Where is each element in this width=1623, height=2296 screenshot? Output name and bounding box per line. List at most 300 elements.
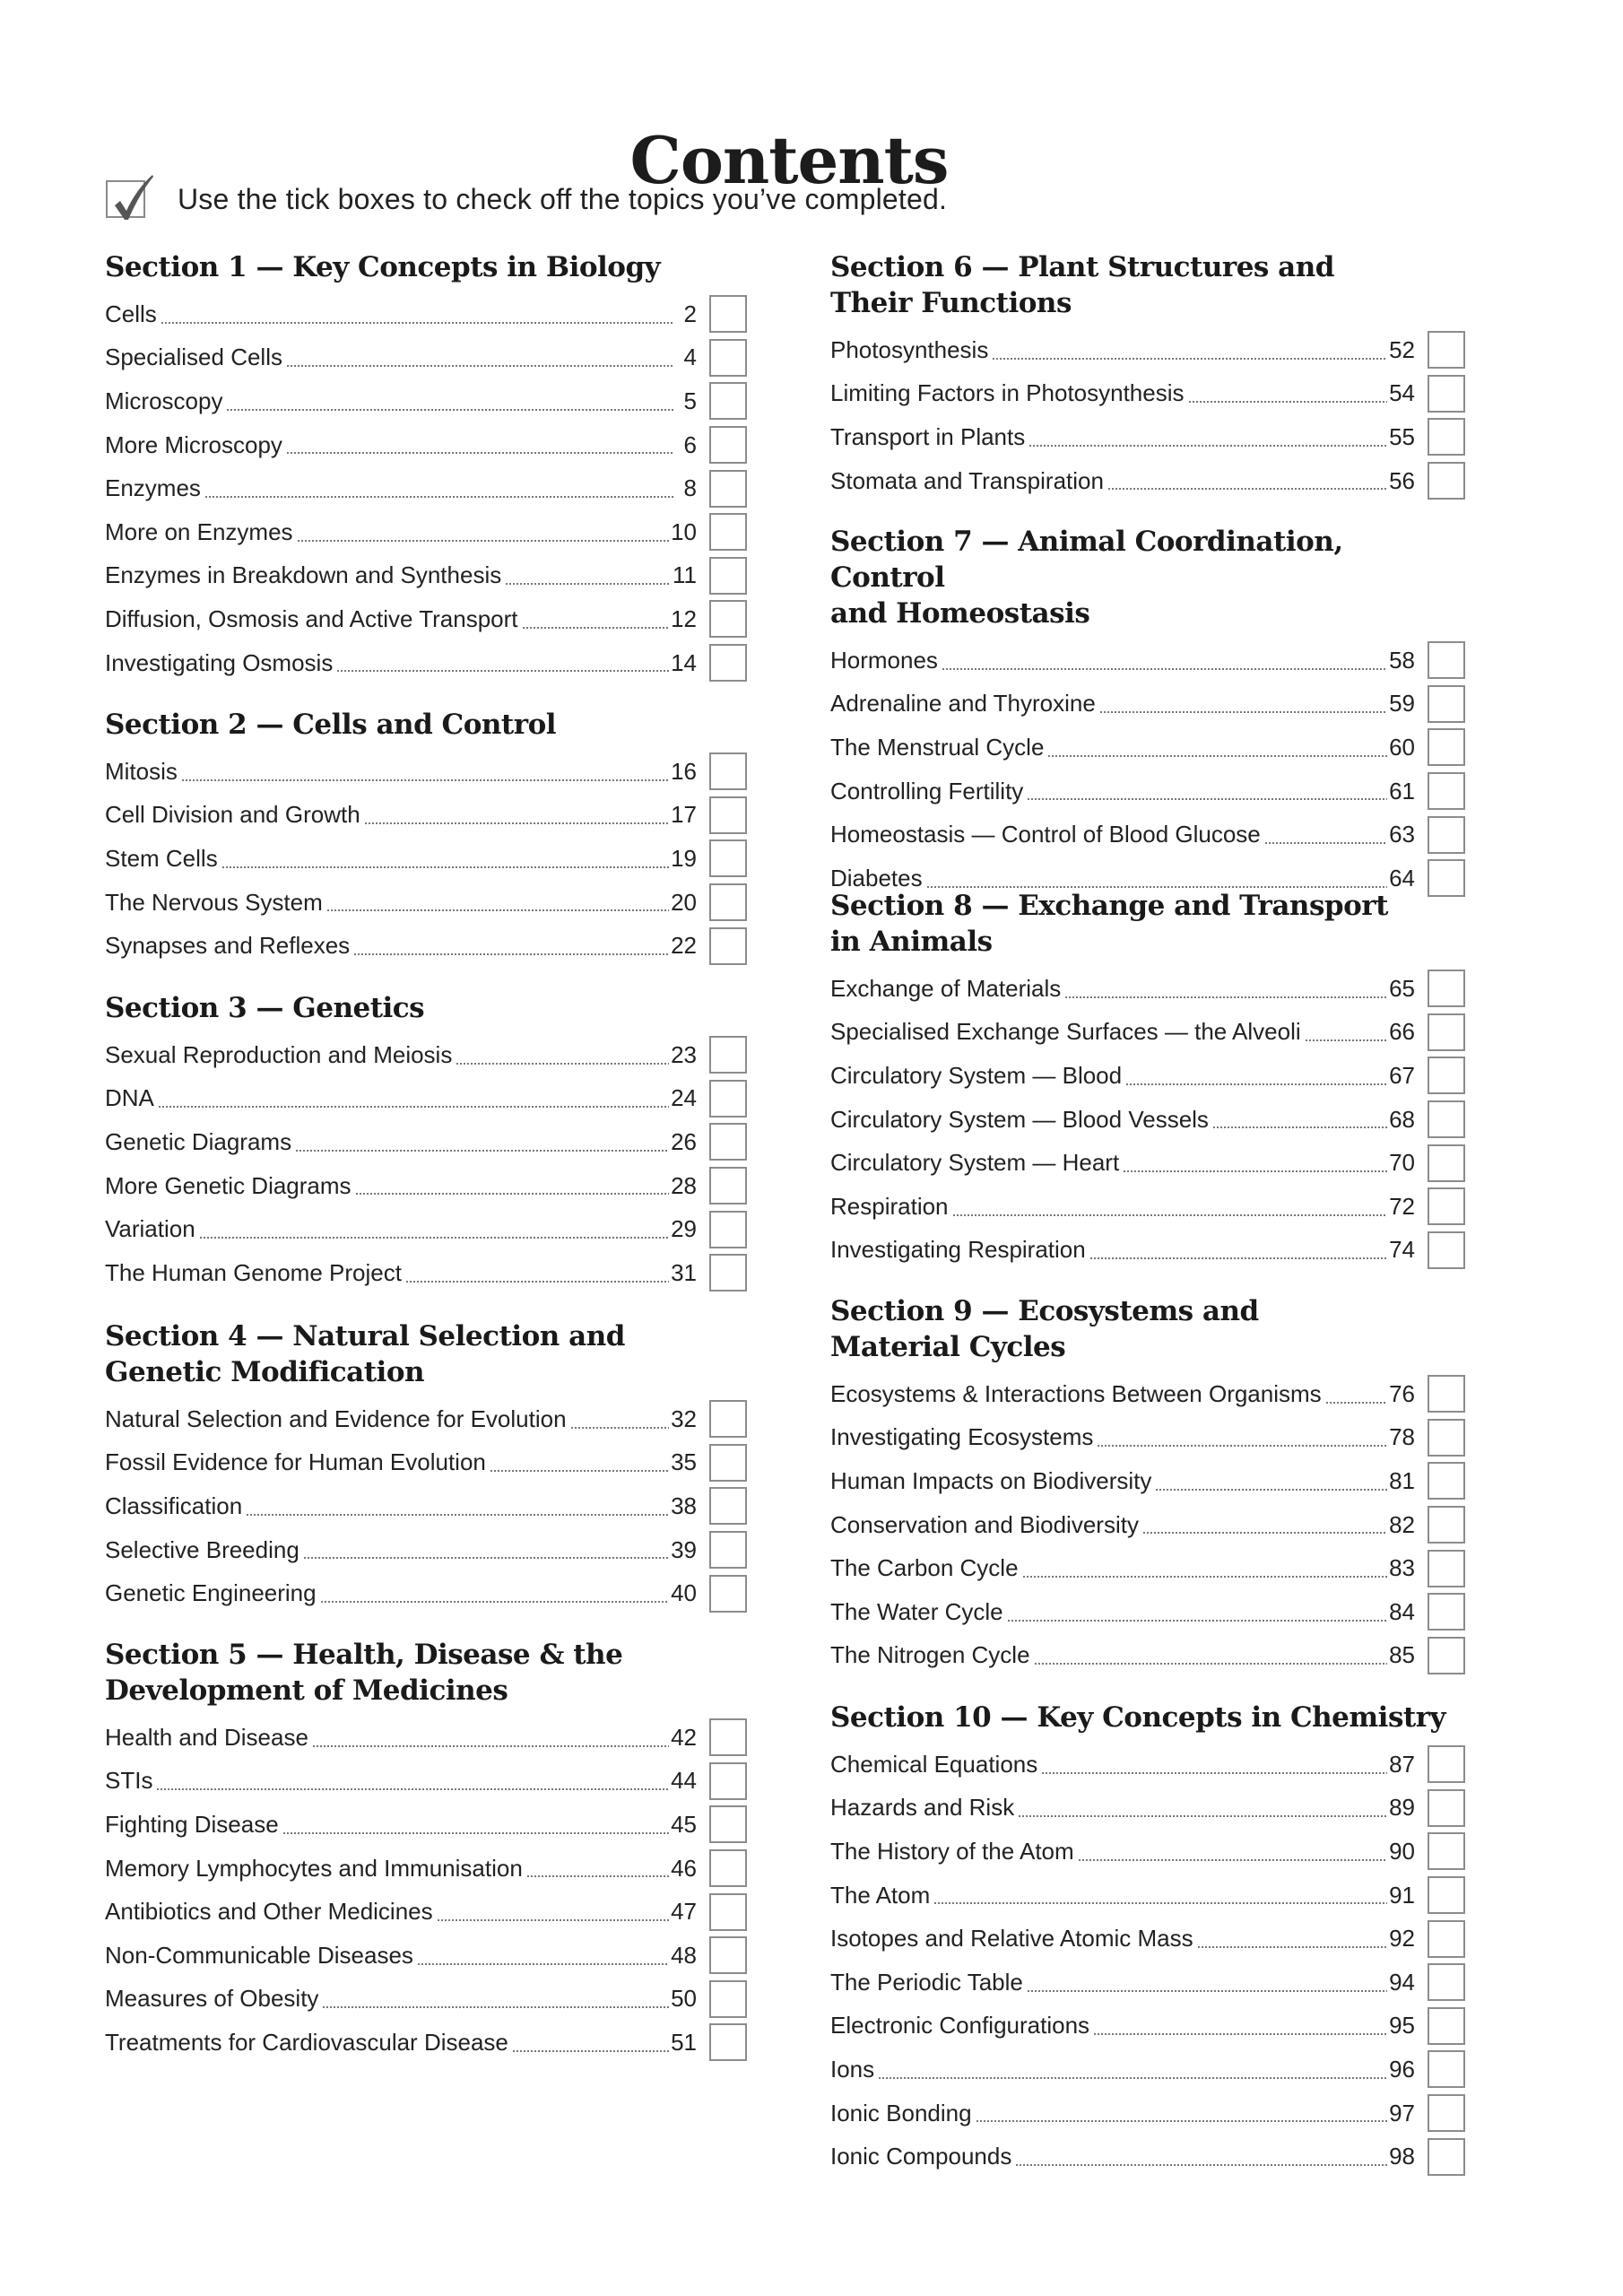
section-heading-line: Material Cycles xyxy=(830,1331,1066,1363)
section-heading xyxy=(105,1318,747,1390)
tick-box[interactable] xyxy=(709,883,747,921)
page-number: 47 xyxy=(671,1898,697,1926)
toc-entry xyxy=(830,1590,1465,1634)
tick-box[interactable] xyxy=(1428,728,1465,766)
toc-entry xyxy=(830,459,1465,503)
toc-entry xyxy=(830,2135,1465,2179)
dot-leader xyxy=(1325,1402,1387,1404)
dot-leader xyxy=(512,2050,669,2052)
topic-label: Enzymes in Breakdown and Synthesis xyxy=(105,561,502,589)
dot-leader xyxy=(522,627,670,629)
dot-leader xyxy=(320,1601,669,1603)
page-number: 82 xyxy=(1389,1510,1415,1538)
topic-label: Transport in Plants xyxy=(830,422,1026,450)
page-number: 17 xyxy=(671,801,697,829)
tick-box[interactable] xyxy=(1428,1876,1465,1914)
toc-entry xyxy=(105,1120,747,1164)
topic-label: Treatments for Cardiovascular Disease xyxy=(105,2028,508,2056)
toc-entry xyxy=(830,1185,1465,1229)
topic-label: The Water Cycle xyxy=(830,1597,1003,1625)
tick-box[interactable] xyxy=(709,1762,747,1800)
section-1 xyxy=(105,249,747,684)
section-heading-line: Section 8 — Exchange and Transport xyxy=(830,890,1388,922)
dot-leader xyxy=(156,1788,669,1790)
tick-box[interactable] xyxy=(1428,1100,1465,1138)
page-number: 65 xyxy=(1389,974,1415,1002)
toc-entry xyxy=(830,2092,1465,2135)
page-title: Contents xyxy=(629,122,949,199)
tick-box[interactable] xyxy=(709,470,747,508)
dot-leader xyxy=(286,452,673,454)
topic-label: The History of the Atom xyxy=(830,1837,1074,1865)
toc-entry xyxy=(830,1098,1465,1142)
toc-entry xyxy=(105,1760,747,1804)
page-number: 92 xyxy=(1389,1925,1415,1952)
tick-box[interactable] xyxy=(1428,2007,1465,2045)
toc-entry xyxy=(105,1571,747,1615)
toc-entry xyxy=(105,1716,747,1760)
tick-box[interactable] xyxy=(709,382,747,420)
toc-entry xyxy=(105,1397,747,1441)
topic-label: STIs xyxy=(105,1767,153,1795)
dot-leader xyxy=(336,670,669,672)
page-number: 50 xyxy=(671,1985,697,2013)
topic-label: Conservation and Biodiversity xyxy=(830,1510,1139,1538)
toc-entry xyxy=(830,2005,1465,2048)
toc-entry xyxy=(830,967,1465,1011)
page-number: 48 xyxy=(671,1941,697,1969)
tick-box[interactable] xyxy=(1428,1963,1465,2001)
page-number: 39 xyxy=(671,1535,697,1563)
topic-label: Adrenaline and Thyroxine xyxy=(830,690,1096,718)
tick-box[interactable] xyxy=(1428,375,1465,413)
toc-entry xyxy=(830,1743,1465,1787)
dot-leader xyxy=(526,1875,669,1877)
tick-box[interactable] xyxy=(709,839,747,877)
page-number: 58 xyxy=(1389,646,1415,674)
tick-box[interactable] xyxy=(1428,462,1465,500)
tick-box[interactable] xyxy=(1428,816,1465,854)
tick-box[interactable] xyxy=(1428,331,1465,369)
dot-leader xyxy=(1212,1126,1387,1128)
topic-label: Isotopes and Relative Atomic Mass xyxy=(830,1925,1193,1952)
dot-leader xyxy=(933,1902,1387,1904)
dot-leader xyxy=(282,1832,669,1834)
toc-entry xyxy=(830,683,1465,726)
topic-label: Hormones xyxy=(830,646,938,674)
page-number: 4 xyxy=(683,344,697,371)
topic-label: Circulatory System — Blood Vessels xyxy=(830,1105,1209,1133)
dot-leader xyxy=(505,583,671,585)
tick-box[interactable] xyxy=(1428,1462,1465,1500)
toc-entry xyxy=(105,466,747,510)
toc-entry xyxy=(830,639,1465,683)
tick-box[interactable] xyxy=(709,1036,747,1074)
topic-label: Investigating Ecosystems xyxy=(830,1423,1094,1451)
dot-leader xyxy=(1064,996,1387,998)
toc-entry xyxy=(830,813,1465,857)
dot-leader xyxy=(1028,445,1387,447)
toc-entry xyxy=(830,1787,1465,1831)
tick-box[interactable] xyxy=(1428,1057,1465,1094)
topic-label: Hazards and Risk xyxy=(830,1794,1015,1822)
dot-leader xyxy=(878,2077,1387,2079)
topic-label: Non-Communicable Diseases xyxy=(105,1941,413,1969)
topic-label: More Microscopy xyxy=(105,430,282,458)
tick-box[interactable] xyxy=(1428,1506,1465,1544)
page-number: 29 xyxy=(671,1215,697,1243)
tick-box[interactable] xyxy=(1428,1789,1465,1827)
dot-leader xyxy=(1142,1532,1387,1534)
tick-box[interactable] xyxy=(709,1849,747,1887)
page-number: 28 xyxy=(671,1171,697,1199)
tick-box[interactable] xyxy=(709,1575,747,1613)
topic-label: Chemical Equations xyxy=(830,1750,1038,1778)
dot-leader xyxy=(326,909,669,911)
page-number: 20 xyxy=(671,888,697,916)
topic-label: Ionic Bonding xyxy=(830,2099,972,2126)
tick-box[interactable] xyxy=(709,1254,747,1292)
toc-entry xyxy=(105,1934,747,1978)
topic-label: More on Enzymes xyxy=(105,517,293,545)
dot-leader xyxy=(199,1237,669,1239)
topic-label: Fossil Evidence for Human Evolution xyxy=(105,1448,486,1476)
toc-entry xyxy=(830,1874,1465,1918)
tick-box[interactable] xyxy=(709,1936,747,1974)
page-number: 42 xyxy=(671,1723,697,1751)
toc-entry xyxy=(105,881,747,925)
topic-label: Fighting Disease xyxy=(105,1810,279,1838)
dot-leader xyxy=(286,365,673,367)
dot-leader xyxy=(976,2120,1388,2122)
topic-label: Synapses and Reflexes xyxy=(105,932,351,960)
tick-box[interactable] xyxy=(709,1123,747,1161)
section-heading-line: Section 6 — Plant Structures and xyxy=(830,251,1334,283)
topic-label: Classification xyxy=(105,1492,243,1519)
tick-box[interactable] xyxy=(1428,1231,1465,1269)
page-number: 89 xyxy=(1389,1794,1415,1822)
page-number: 68 xyxy=(1389,1105,1415,1133)
tick-box[interactable] xyxy=(1428,1745,1465,1783)
tick-box[interactable] xyxy=(709,927,747,965)
tick-box[interactable] xyxy=(709,1400,747,1438)
page-number: 46 xyxy=(671,1854,697,1882)
tick-box[interactable] xyxy=(1428,1550,1465,1587)
topic-label: Human Impacts on Biodiversity xyxy=(830,1466,1152,1494)
toc-entry xyxy=(830,1054,1465,1098)
dot-leader xyxy=(1097,1445,1387,1447)
page-number: 63 xyxy=(1389,821,1415,848)
tick-box[interactable] xyxy=(709,339,747,377)
page-number: 16 xyxy=(671,757,697,785)
tick-box[interactable] xyxy=(709,752,747,790)
page-number: 64 xyxy=(1389,864,1415,891)
toc-entry xyxy=(105,1033,747,1077)
toc-entry xyxy=(105,1077,747,1121)
section-9 xyxy=(830,1293,1465,1677)
dot-leader xyxy=(312,1745,669,1747)
toc-entry xyxy=(830,328,1465,372)
section-heading: Section 1 — Key Concepts in Biology xyxy=(105,251,661,283)
page-number: 32 xyxy=(671,1405,697,1432)
tick-box[interactable] xyxy=(1428,1593,1465,1631)
toc-entry xyxy=(105,510,747,554)
tick-box[interactable] xyxy=(1428,2138,1465,2176)
tick-box[interactable] xyxy=(709,796,747,834)
toc-entry xyxy=(105,641,747,685)
section-5 xyxy=(105,1637,747,2065)
tick-box[interactable] xyxy=(1428,685,1465,723)
toc-entry xyxy=(105,2021,747,2065)
tick-box[interactable] xyxy=(709,1167,747,1205)
page-number: 22 xyxy=(671,932,697,960)
topic-label: Investigating Osmosis xyxy=(105,648,334,676)
toc-entry xyxy=(105,837,747,881)
tick-box[interactable] xyxy=(1428,1187,1465,1225)
topic-label: Diffusion, Osmosis and Active Transport xyxy=(105,604,518,632)
tick-box[interactable] xyxy=(709,1444,747,1482)
page-number: 26 xyxy=(671,1127,697,1155)
toc-entry xyxy=(830,1229,1465,1273)
page-number: 12 xyxy=(671,604,697,632)
tick-box[interactable] xyxy=(1428,1375,1465,1413)
toc-entry xyxy=(830,1830,1465,1874)
page-number: 38 xyxy=(671,1492,697,1519)
tick-box[interactable] xyxy=(1428,772,1465,810)
toc-entry xyxy=(105,379,747,423)
page-number: 5 xyxy=(683,387,697,414)
topic-label: Genetic Engineering xyxy=(105,1579,317,1607)
toc-entry xyxy=(105,1251,747,1295)
topic-label: Limiting Factors in Photosynthesis xyxy=(830,379,1185,407)
page-number: 91 xyxy=(1389,1881,1415,1909)
page-number: 94 xyxy=(1389,1968,1415,1996)
tick-box[interactable] xyxy=(1428,1920,1465,1958)
tick-box[interactable] xyxy=(709,557,747,595)
toc-entry xyxy=(830,415,1465,459)
tick-box[interactable] xyxy=(709,644,747,682)
page-number: 90 xyxy=(1389,1837,1415,1865)
dot-leader xyxy=(1155,1489,1387,1491)
dot-leader xyxy=(161,322,673,324)
dot-leader xyxy=(1007,1620,1387,1622)
dot-leader xyxy=(1034,1663,1388,1665)
dot-leader xyxy=(1018,1815,1387,1817)
topic-label: Circulatory System — Heart xyxy=(830,1149,1120,1177)
section-heading xyxy=(830,888,1465,960)
topic-label: Stem Cells xyxy=(105,844,218,872)
tick-box[interactable] xyxy=(709,2023,747,2061)
tick-box[interactable] xyxy=(709,1893,747,1931)
topic-label: Homeostasis — Control of Blood Glucose xyxy=(830,821,1261,848)
toc-entry xyxy=(105,1528,747,1572)
dot-leader xyxy=(295,1150,669,1152)
toc-entry xyxy=(830,372,1465,416)
page-number: 10 xyxy=(671,517,697,545)
toc-entry xyxy=(105,750,747,794)
toc-entry xyxy=(105,1484,747,1528)
tick-box[interactable] xyxy=(1428,1419,1465,1457)
tick-box[interactable] xyxy=(1428,1832,1465,1870)
page-number: 70 xyxy=(1389,1149,1415,1177)
dot-leader xyxy=(355,1193,670,1195)
tick-box[interactable] xyxy=(709,1718,747,1756)
page-number: 31 xyxy=(671,1258,697,1286)
topic-label: Exchange of Materials xyxy=(830,974,1062,1002)
dot-leader xyxy=(226,409,673,411)
tick-box[interactable] xyxy=(1428,418,1465,456)
toc-entry xyxy=(830,1634,1465,1678)
section-heading: Section 2 — Cells and Control xyxy=(105,709,557,741)
topic-label: The Carbon Cycle xyxy=(830,1554,1019,1582)
dot-leader xyxy=(1264,842,1387,844)
tick-box[interactable] xyxy=(1428,2094,1465,2132)
topic-label: Natural Selection and Evidence for Evolution xyxy=(105,1405,567,1432)
tick-box[interactable] xyxy=(709,295,747,333)
section-10 xyxy=(830,1700,1465,2179)
tick-box[interactable] xyxy=(1428,970,1465,1007)
topic-label: Variation xyxy=(105,1215,195,1243)
section-8 xyxy=(830,888,1465,1272)
tick-box[interactable] xyxy=(709,1211,747,1248)
toc-entry xyxy=(105,336,747,380)
dot-leader xyxy=(297,540,670,542)
dot-leader xyxy=(1099,711,1387,713)
toc-entry xyxy=(105,1207,747,1251)
dot-leader xyxy=(1089,1257,1387,1259)
tick-box[interactable] xyxy=(1428,1144,1465,1182)
instruction-text: Use the tick boxes to check off the topics you’ve completed. xyxy=(178,182,948,215)
page-number: 54 xyxy=(1389,379,1415,407)
toc-entry xyxy=(830,1503,1465,1547)
tick-box[interactable] xyxy=(709,513,747,551)
section-3 xyxy=(105,990,747,1295)
section-heading-line: Section 9 — Ecosystems and xyxy=(830,1295,1259,1327)
page-number: 51 xyxy=(671,2028,697,2056)
topic-label: Mitosis xyxy=(105,757,178,785)
section-6 xyxy=(830,249,1465,502)
topic-label: Ionic Compounds xyxy=(830,2143,1012,2170)
topic-label: Memory Lymphocytes and Immunisation xyxy=(105,1854,523,1882)
page-number: 56 xyxy=(1389,466,1415,494)
dot-leader xyxy=(490,1470,669,1472)
tick-box[interactable] xyxy=(709,1805,747,1843)
section-heading-line: Their Functions xyxy=(830,287,1072,319)
tick-box[interactable] xyxy=(709,600,747,638)
topic-label: The Periodic Table xyxy=(830,1968,1023,1996)
toc-entry xyxy=(105,1978,747,2022)
page-number: 67 xyxy=(1389,1061,1415,1089)
dot-leader xyxy=(1093,2033,1387,2035)
section-7 xyxy=(830,524,1465,900)
instruction-line xyxy=(106,179,947,219)
page-number: 78 xyxy=(1389,1423,1415,1451)
topic-label: Cells xyxy=(105,300,157,327)
toc-entry xyxy=(105,1803,747,1847)
topic-label: Specialised Cells xyxy=(105,344,282,371)
topic-label: Photosynthesis xyxy=(830,335,989,363)
dot-leader xyxy=(1022,1576,1388,1578)
page-number: 66 xyxy=(1389,1018,1415,1046)
page-number: 97 xyxy=(1389,2099,1415,2126)
page-number: 8 xyxy=(683,474,697,502)
page-number: 81 xyxy=(1389,1466,1415,1494)
topic-label: Ions xyxy=(830,2055,875,2083)
topic-label: Enzymes xyxy=(105,474,201,502)
dot-leader xyxy=(405,1281,669,1283)
page-number: 95 xyxy=(1389,2012,1415,2039)
section-heading-line: in Animals xyxy=(830,926,993,958)
topic-label: More Genetic Diagrams xyxy=(105,1171,352,1199)
toc-entry xyxy=(830,1546,1465,1590)
toc-entry xyxy=(105,1441,747,1485)
topic-label: Controlling Fertility xyxy=(830,777,1024,804)
page-number: 44 xyxy=(671,1767,697,1795)
topic-label: Ecosystems & Interactions Between Organisms xyxy=(830,1379,1322,1407)
toc-entry xyxy=(105,794,747,838)
tick-box[interactable] xyxy=(709,1531,747,1569)
page-number: 40 xyxy=(671,1579,697,1607)
tick-box[interactable] xyxy=(1428,641,1465,679)
toc-entry xyxy=(105,423,747,467)
tick-box[interactable] xyxy=(1428,1013,1465,1051)
topic-label: Antibiotics and Other Medicines xyxy=(105,1898,433,1926)
topic-label: Investigating Respiration xyxy=(830,1236,1086,1264)
tick-box[interactable] xyxy=(709,1487,747,1525)
dot-leader xyxy=(158,1106,669,1108)
dot-leader xyxy=(364,822,669,824)
dot-leader xyxy=(1027,798,1387,800)
tick-box[interactable] xyxy=(1428,2050,1465,2088)
toc-entry xyxy=(830,1961,1465,2005)
toc-entry xyxy=(830,1372,1465,1416)
page-number: 96 xyxy=(1389,2055,1415,2083)
toc-entry xyxy=(105,1890,747,1934)
topic-label: The Human Genome Project xyxy=(105,1258,402,1286)
section-heading xyxy=(105,1637,747,1709)
dot-leader xyxy=(1015,2164,1387,2166)
checked-box-icon xyxy=(106,180,145,218)
page-number: 45 xyxy=(671,1810,697,1838)
toc-entry xyxy=(830,726,1465,770)
dot-leader xyxy=(1041,1772,1387,1774)
dot-leader xyxy=(1107,488,1387,490)
dot-leader xyxy=(570,1427,670,1429)
toc-entry xyxy=(830,770,1465,813)
page-number: 11 xyxy=(673,561,697,589)
page-number: 24 xyxy=(671,1084,697,1112)
topic-label: Respiration xyxy=(830,1192,949,1220)
page-number: 98 xyxy=(1389,2143,1415,2170)
section-4 xyxy=(105,1318,747,1615)
topic-label: The Atom xyxy=(830,1881,931,1909)
toc-entry xyxy=(105,292,747,336)
tick-box[interactable] xyxy=(709,1080,747,1118)
page-number: 35 xyxy=(671,1448,697,1476)
dot-leader xyxy=(246,1514,669,1516)
dot-leader xyxy=(417,1963,669,1965)
topic-label: The Nitrogen Cycle xyxy=(830,1641,1030,1669)
toc-entry xyxy=(105,1164,747,1208)
tick-box[interactable] xyxy=(709,426,747,464)
topic-label: Electronic Configurations xyxy=(830,2012,1090,2039)
tick-box[interactable] xyxy=(1428,1637,1465,1674)
tick-box[interactable] xyxy=(709,1980,747,2018)
section-heading: Section 10 — Key Concepts in Chemistry xyxy=(830,1701,1446,1734)
page-number: 87 xyxy=(1389,1750,1415,1778)
dot-leader xyxy=(1305,1039,1387,1041)
toc-entry xyxy=(830,2048,1465,2092)
